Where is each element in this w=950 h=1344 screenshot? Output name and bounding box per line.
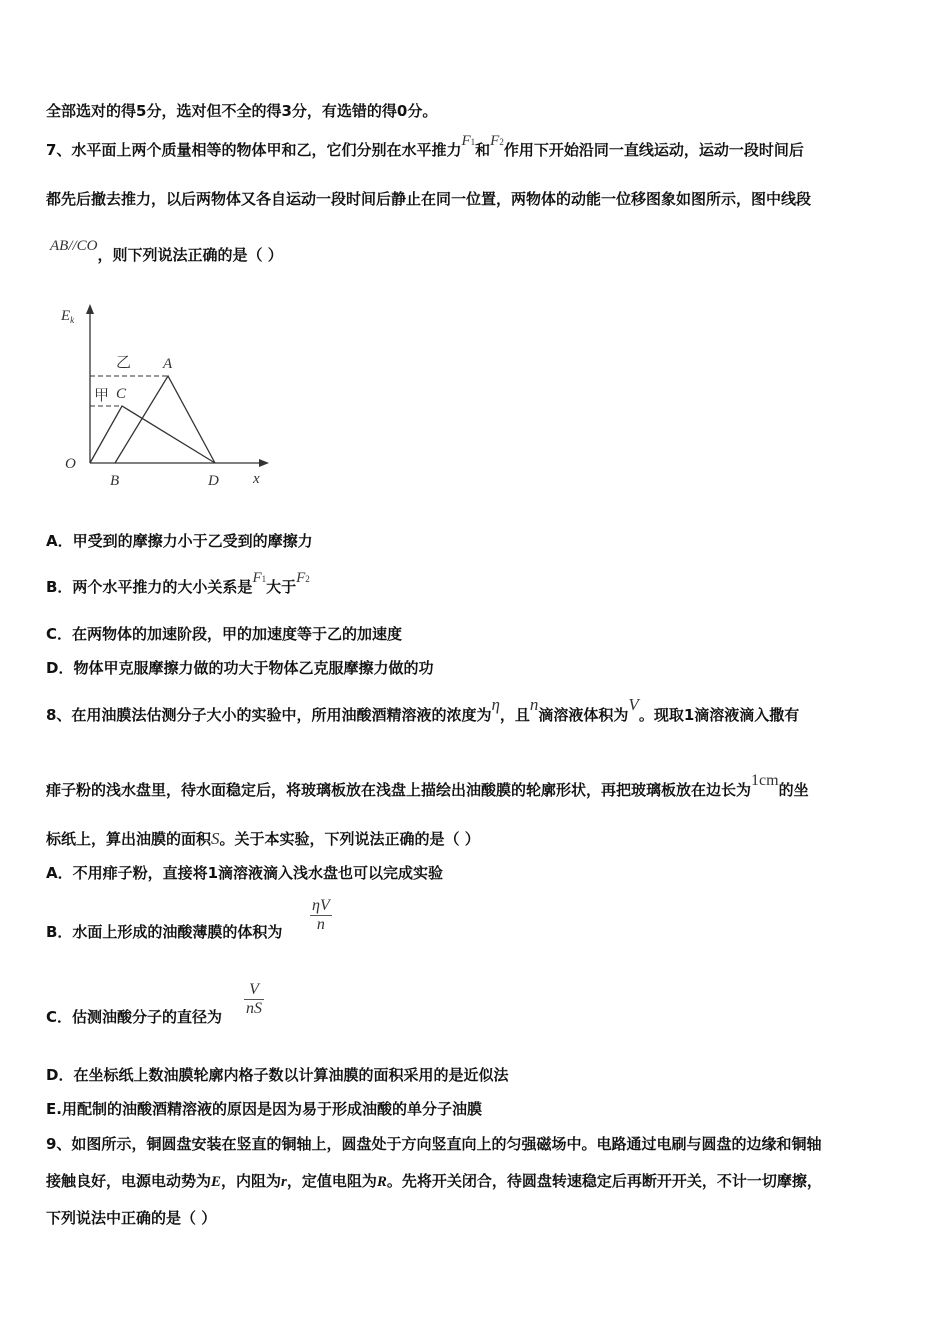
q7-stem-line1 xyxy=(46,133,804,162)
q8-option-b-fraction: $\frac{\eta V}{n}$ xyxy=(312,897,330,933)
q7-f2: F2 xyxy=(490,133,504,149)
q7-option-a: A．甲受到的摩擦力小于乙受到的摩擦力 xyxy=(46,532,313,550)
q8-stem-line1: 8、在用油膜法估测分子大小的实验中，所用油酸酒精溶液的浓度为η，且n滴溶液体积为V。现取1滴溶液滴入撒有 xyxy=(46,695,800,724)
q9-big-r: R xyxy=(376,1174,387,1190)
q8-option-a: A．不用痱子粉，直接将1滴溶液滴入浅水盘也可以完成实验 xyxy=(46,864,444,882)
curve-jia xyxy=(90,406,215,463)
q7-option-b: B．两个水平推力的大小关系是F1大于F2 xyxy=(46,570,310,596)
label-ek: $E_k$ xyxy=(61,308,75,325)
label-jia: 甲 xyxy=(94,388,110,404)
q7-stem-a: 7、水平面上两个质量相等的物体甲和乙，它们分别在水平推力 xyxy=(46,141,462,159)
q8-v: V xyxy=(628,695,639,714)
q8-option-c-fraction: $\frac{V}{nS}$ xyxy=(246,981,262,1017)
q7-option-d: D．物体甲克服摩擦力做的功大于物体乙克服摩擦力做的功 xyxy=(46,659,434,677)
q9-line1: 9、如图所示，铜圆盘安装在竖直的铜轴上，圆盘处于方向竖直向上的匀强磁场中。电路通过电刷与圆盘的边缘和铜轴 xyxy=(46,1135,822,1153)
q8-stem-line3: 标纸上，算出油膜的面积S。关于本实验，下列说法正确的是（ ） xyxy=(46,829,480,848)
intro-line: 全部选对的得5分，选对但不全的得3分，有选错的得0分。 xyxy=(46,102,438,120)
q7-option-c: C．在两物体的加速阶段，甲的加速度等于乙的加速度 xyxy=(46,625,403,643)
q9-line2: 接触良好，电源电动势为E，内阻为r，定值电阻为R。先将开关闭合，待圆盘转速稳定后再断开开关，不计一切摩擦， xyxy=(46,1172,822,1190)
q7-math-ab-co: AB//CO xyxy=(50,238,98,254)
label-x: x xyxy=(253,471,260,487)
q7-stem-d: ，则下列说法正确的是（ ） xyxy=(97,246,283,264)
label-c: C xyxy=(116,386,127,402)
label-origin: O xyxy=(65,456,76,472)
q9-e: E xyxy=(211,1174,222,1190)
q8-option-c: C．估测油酸分子的直径为 xyxy=(46,1008,223,1026)
label-b: B xyxy=(110,473,120,489)
label-d: D xyxy=(208,473,219,489)
x-axis-arrow xyxy=(259,459,269,467)
curve-yi xyxy=(115,376,215,463)
q8-option-e: E.用配制的油酸酒精溶液的原因是因为易于形成油酸的单分子油膜 xyxy=(46,1100,482,1118)
q8-unit: 1cm xyxy=(751,772,779,789)
label-yi: 乙 xyxy=(116,355,132,371)
q7-option-b-f1: F1 xyxy=(252,570,267,586)
q8-stem-line2: 痱子粉的浅水盘里，待水面稳定后，将玻璃板放在浅盘上描绘出油酸膜的轮廓形状，再把玻璃板放在边长为1cm的坐 xyxy=(46,772,809,799)
y-axis-arrow xyxy=(86,304,94,314)
q7-stem-line3 xyxy=(50,238,283,266)
q7-option-b-f2: F2 xyxy=(296,570,310,586)
q9-line3: 下列说法中正确的是（ ） xyxy=(46,1209,217,1227)
q8-eta: η xyxy=(491,695,500,714)
q7-and: 和 xyxy=(475,141,491,159)
label-a: A xyxy=(163,356,173,372)
q8-option-d: D．在坐标纸上数油膜轮廓内格子数以计算油膜的面积采用的是近似法 xyxy=(46,1066,509,1084)
q8-s: S xyxy=(211,829,220,848)
q8-n: n xyxy=(529,695,539,714)
q7-f1: F1 xyxy=(461,133,476,149)
q8-option-b: B．水面上形成的油酸薄膜的体积为 xyxy=(46,923,283,941)
q7-stem-line2: 都先后撤去推力，以后两物体又各自运动一段时间后静止在同一位置，两物体的动能一位移图象如图所示，图中线段 xyxy=(46,190,812,208)
q9-r: r xyxy=(281,1174,287,1190)
q7-stem-b: 作用下开始沿同一直线运动，运动一段时间后 xyxy=(503,141,804,159)
q7-figure xyxy=(55,300,275,495)
